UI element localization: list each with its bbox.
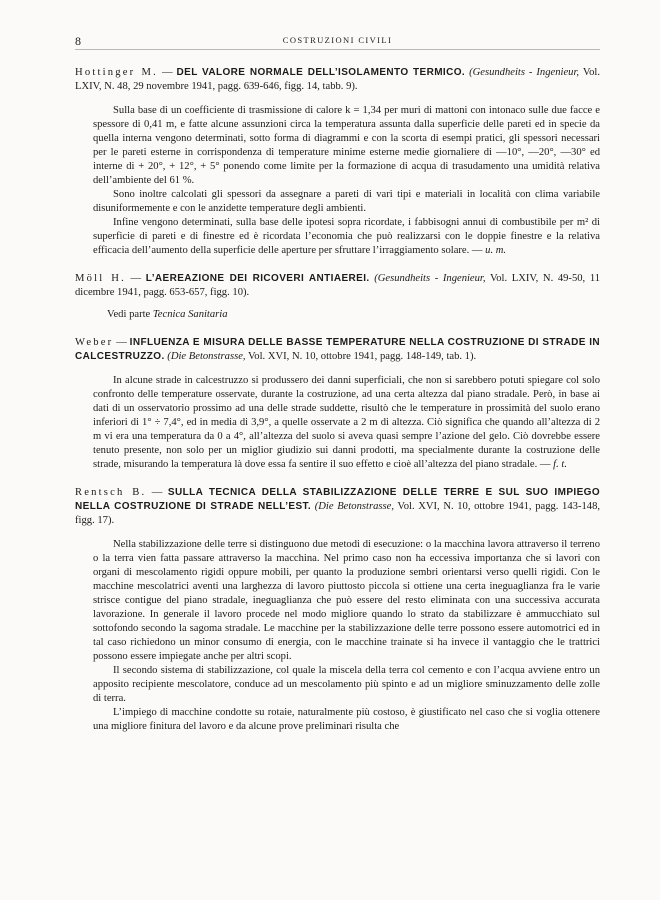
abstract-body: [75, 104, 600, 258]
header-rule: [75, 49, 600, 50]
separator: —: [125, 273, 146, 284]
abstract-paragraph: Nella stabilizzazione delle terre si distinguono due metodi di esecuzione: o la macchina lavora attraverso il terreno o la terra vien fatta passare attraverso la macchina. Nel primo caso non ha eccessiva importanza che si lavori con organi di mescolamento rigidi oppure mobili, per quanto la produzione sembri orientarsi verso quelli rigidi. Con le macchine mescolatrici aventi una larghezza di lavoro piuttosto piccola si ottiene una certa ineguaglianza fra le varie strisce contigue del piano stradale, ineguaglianza che può essere del resto eliminata con una successiva accurata lavorazione. In generale il lavoro procede nel modo migliore quando lo strato da stabilizzare è ammucchiato sul sottofondo secondo la sagoma stradale. Le macchine per la stabilizzazione delle terre possono essere automotrici ed in tal caso richiedono un minor consumo di energia, con le macchine trainate si ha invece il vantaggio che le trattrici possono essere impiegate anche per altri scopi.: [93, 539, 600, 662]
abstract-entry-hottinger: [75, 66, 600, 258]
abstract-body: [75, 374, 600, 472]
source-details: Vol. XVI, N. 10, ottobre 1941, pagg. 143-148, figg. 17).: [75, 501, 601, 526]
source-journal: (Gesundheits - Ingenieur,: [374, 273, 486, 284]
abstract-paragraph: Il secondo sistema di stabilizzazione, col quale la miscela della terra col cemento e con l’acqua avviene entro un apposito recipiente mescolatore, conduce ad un mescolamento più spinto e ad un migliore sminuzzamento delle zolle di terra.: [93, 665, 600, 704]
author-name: Rentsch B.: [75, 487, 147, 498]
separator: —: [158, 67, 177, 78]
abstract-paragraph-text: Infine vengono determinati, sulla base delle ipotesi sopra ricordate, i fabbisogni annui di combustibile per m² di superficie di pareti e di finestre ed è ricordata l’economia che può realizzarsi con le doppie finestre e la relativa efficacia dell’aumento della superficie delle aperture per sfruttare l’irraggiamento solare.: [93, 217, 600, 256]
citation: [75, 272, 600, 300]
article-title: L’AEREAZIONE DEI RICOVERI ANTIAEREI.: [145, 273, 370, 284]
article-title: DEL VALORE NORMALE DELL’ISOLAMENTO TERMICO.: [176, 67, 466, 78]
source-journal: (Die Betonstrasse,: [167, 351, 246, 362]
source-journal: (Gesundheits - Ingenieur,: [469, 67, 580, 78]
abstract-paragraph: Infine vengono determinati, sulla base delle ipotesi sopra ricordate, i fabbisogni annui di combustibile per m² di superficie di pareti e di finestre ed è ricordata l’economia che può realizzarsi con le doppie finestre e la relativa efficacia dell’aumento della superficie delle aperture per sfruttare l’irraggiamento solare. — u. m.: [93, 217, 600, 256]
separator: —: [146, 487, 168, 498]
running-head: [75, 34, 600, 48]
abstract-paragraph: Sulla base di un coefficiente di trasmissione di calore k = 1,34 per muri di mattoni con intonaco sulle due facce e spessore di 0,41 m, e fatte alcune assunzioni circa la temperatura assunta dalla superficie delle pareti ed in specie da quella interna vengono determinati, sotto forma di diagrammi e con la scorta di esempi pratici, gli spessori necessari per le pareti esterne in corrispondenza di temperature minime esterne medie giornaliere di —10°, —20°, —30° ed interne di + 20°, + 12°, + 5° ponendo come limite per la formazione di acqua di trasudamento una umidità relativa dell’ambiente del 61 %.: [93, 105, 600, 186]
article-title: INFLUENZA E MISURA DELLE BASSE TEMPERATURE NELLA COSTRUZIONE DI STRADE IN CALCESTRUZZO.: [75, 337, 600, 362]
citation: [75, 486, 600, 528]
abstract-entry-weber: [75, 336, 600, 472]
abstract-entry-rentsch: [75, 486, 600, 734]
see-reference: Tecnica Sanitaria: [152, 309, 228, 320]
citation: [75, 66, 600, 94]
author-name: Hottinger M.: [75, 67, 159, 78]
abstract-paragraph: In alcune strade in calcestruzzo si produssero dei danni superficiali, che non si sarebbero potuti spiegare col solo confronto delle temperature osservate, durante la costruzione, ad una certa altezza dal piano stradale. Però, in base ai dati di un osservatorio prossimo ad una delle strade suddette, risultò che le temperature in prossimità del suolo erano inferiori di 1° ÷ 7,4°, ed in media di 3,9°, a quelle osservate a 2 m di altezza. Ciò significa che quando all’altezza di 2 m vi era una temperatura da 0 a 4°, all’altezza del suolo si aveva quasi sempre l’azione del gelo. Ciò dovrebbe essere tenuto presente, non solo per un miglior giudizio sui danni prodotti, ma specialmente durante la costruzione delle strade, misurando la temperatura là dove essa fa sentire il suo effetto e cioè all’altezza del piano stradale. — f. t.: [93, 375, 600, 470]
abstract-paragraph: L’impiego di macchine condotte su rotaie, naturalmente più costoso, è giustificato nel caso che si voglia ottenere una migliore finitura del lavoro e da alcune prove preliminari risulta che: [93, 707, 600, 732]
see-label: Vedi parte: [107, 309, 153, 320]
abstracts-column: [75, 66, 600, 748]
article-title: SULLA TECNICA DELLA STABILIZZAZIONE DELLE TERRE E SUL SUO IMPIEGO NELLA COSTRUZIONE DI STRADE NELL’EST.: [75, 487, 601, 512]
journal-title: COSTRUZIONI CIVILI: [282, 35, 393, 45]
abstract-body: [75, 538, 600, 734]
abstract-entry-moll: [75, 272, 600, 322]
author-name: Weber: [75, 337, 114, 348]
cross-reference: [107, 308, 600, 322]
reviewer-initials: f. t.: [553, 459, 567, 470]
source-journal: (Die Betonstrasse,: [314, 501, 394, 512]
page-number: 8: [75, 34, 81, 48]
separator: —: [113, 337, 130, 348]
reviewer-initials: u. m.: [485, 245, 507, 256]
source-details: Vol. LXIV, N. 49-50, 11 dicembre 1941, pagg. 653-657, figg. 10).: [75, 273, 601, 298]
citation: [75, 336, 600, 364]
author-name: Möll H.: [75, 273, 126, 284]
abstract-paragraph: Sono inoltre calcolati gli spessori da assegnare a pareti di vari tipi e materiali in località con clima variabile disuniformemente e con le anzidette temperature degli ambienti.: [93, 189, 600, 214]
source-details: Vol. XVI, N. 10, ottobre 1941, pagg. 148-149, tab. 1).: [245, 351, 477, 362]
source-details: Vol. LXIV, N. 48, 29 novembre 1941, pagg. 639-646, figg. 14, tabb. 9).: [75, 67, 600, 92]
abstract-paragraph-text: In alcune strade in calcestruzzo si produssero dei danni superficiali, che non si sarebbero potuti spiegare col solo confronto delle temperature osservate, durante la costruzione, ad una certa altezza dal piano stradale. Però, in base ai dati di un osservatorio prossimo ad una delle strade suddette, risultò che le temperature in prossimità del suolo erano inferiori di 1° ÷ 7,4°, ed in media di 3,9°, a quelle osservate a 2 m di altezza. Ciò significa che quando all’altezza di 2 m vi era una temperatura da 0 a 4°, all’altezza del suolo si aveva quasi sempre l’azione del gelo. Ciò dovrebbe essere tenuto presente, non solo per un miglior giudizio sui danni prodotti, ma specialmente durante la costruzione delle strade, misurando la temperatura là dove essa fa sentire il suo effetto e cioè all’altezza del piano stradale.: [93, 375, 600, 470]
